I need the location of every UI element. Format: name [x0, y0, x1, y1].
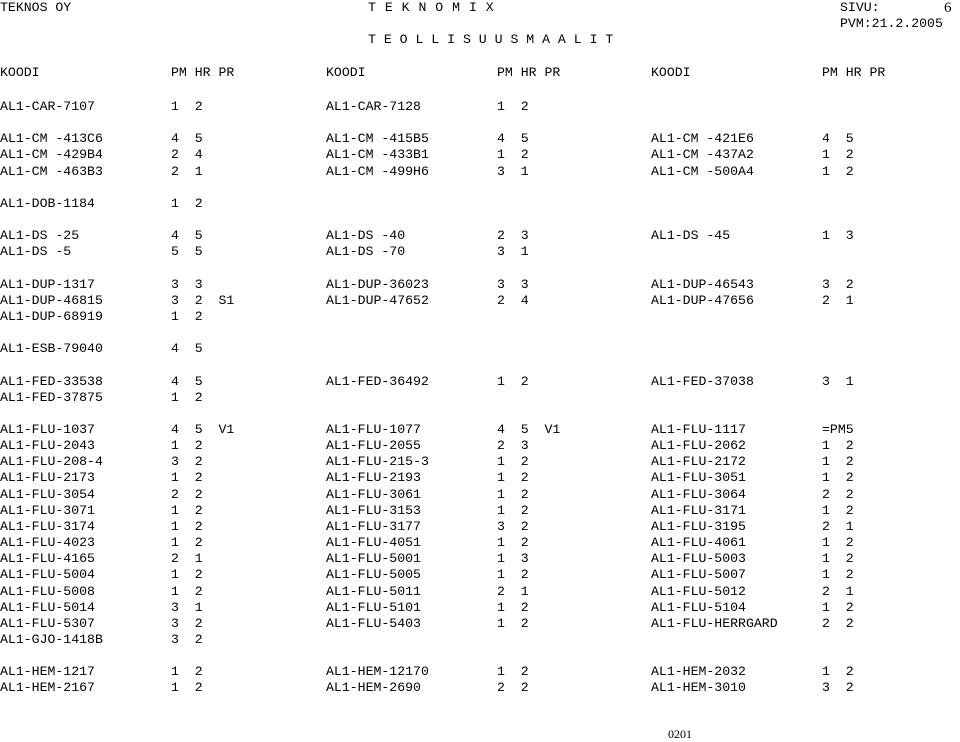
pm-hr-pr-cell: 2 1 — [822, 518, 854, 534]
pm-hr-pr-cell: 1 2 — [822, 454, 854, 470]
product-code-cell: AL1-HEM-2167 — [0, 680, 95, 696]
table-row — [0, 438, 960, 454]
table-row — [0, 551, 960, 567]
table-row — [0, 131, 960, 147]
table-row — [0, 680, 960, 696]
product-code-cell: AL1-FLU-5005 — [326, 567, 421, 583]
product-code-cell: AL1-FLU-3153 — [326, 502, 421, 518]
column-header-pm-hr-pr-1: PM HR PR — [171, 65, 235, 80]
pm-hr-pr-cell: 2 1 — [822, 292, 854, 308]
page-number: 6 — [944, 0, 952, 16]
pm-hr-pr-cell: 5 5 — [171, 244, 203, 260]
product-code-cell: AL1-GJO-1418B — [0, 631, 103, 647]
product-code-cell: AL1-FLU-HERRGARD — [651, 615, 778, 631]
table-row — [0, 164, 960, 180]
table-row — [0, 390, 960, 406]
pm-hr-pr-cell: 1 2 — [822, 567, 854, 583]
pm-hr-pr-cell: 2 3 — [497, 228, 529, 244]
product-code-cell: AL1-CM -421E6 — [651, 131, 754, 147]
product-code-cell: AL1-HEM-2032 — [651, 664, 746, 680]
pm-hr-pr-cell: 1 2 — [171, 567, 203, 583]
product-code-cell: AL1-FLU-208-4 — [0, 454, 103, 470]
product-code-cell: AL1-FLU-3064 — [651, 486, 746, 502]
product-code-cell: AL1-FLU-5012 — [651, 583, 746, 599]
pm-hr-pr-cell: 1 2 — [822, 470, 854, 486]
product-code-cell: AL1-FED-37875 — [0, 389, 103, 405]
product-code-cell: AL1-FLU-5003 — [651, 551, 746, 567]
product-code-cell: AL1-FLU-2062 — [651, 438, 746, 454]
pm-hr-pr-cell: 1 2 — [171, 680, 203, 696]
product-code-cell: AL1-DS -25 — [0, 228, 80, 244]
pm-hr-pr-cell: 1 2 — [171, 583, 203, 599]
product-code-cell: AL1-DOB-1184 — [0, 195, 95, 211]
product-code-cell: AL1-FLU-3174 — [0, 518, 95, 534]
pm-hr-pr-cell: 1 2 — [822, 163, 854, 179]
product-code-cell: AL1-FLU-3195 — [651, 518, 746, 534]
table-row — [0, 99, 960, 115]
pm-hr-pr-cell: 4 5 — [822, 131, 854, 147]
page-label: SIVU: — [840, 0, 880, 15]
product-code-cell: AL1-FLU-5004 — [0, 567, 95, 583]
pm-hr-pr-cell: 2 2 — [822, 615, 854, 631]
product-code-cell: AL1-CM -500A4 — [651, 163, 754, 179]
pm-hr-pr-cell: 4 5 V1 — [171, 422, 235, 437]
product-code-cell: AL1-FED-37038 — [651, 373, 754, 389]
product-code-cell: AL1-CAR-7128 — [326, 99, 421, 114]
product-code-cell: AL1-CM -429B4 — [0, 147, 103, 163]
product-code-cell: AL1-FLU-2043 — [0, 438, 95, 454]
table-row — [0, 309, 960, 325]
pm-hr-pr-cell: 2 4 — [171, 147, 203, 163]
product-code-cell: AL1-FLU-4051 — [326, 535, 421, 551]
pm-hr-pr-cell: 2 1 — [497, 583, 529, 599]
company-name: TEKNOS OY — [0, 0, 72, 15]
pm-hr-pr-cell: 3 2 S1 — [171, 292, 235, 308]
product-code-cell: AL1-FLU-3071 — [0, 502, 95, 518]
product-code-cell: AL1-FLU-5104 — [651, 599, 746, 615]
pm-hr-pr-cell: 1 2 — [171, 518, 203, 534]
table-row — [0, 584, 960, 600]
column-header-code-2: KOODI — [326, 65, 366, 80]
document-subtitle: T E O L L I S U U S M A A L I T — [368, 32, 614, 47]
pm-hr-pr-cell: 3 2 — [171, 615, 203, 631]
pm-hr-pr-cell: 2 3 — [497, 438, 529, 454]
pm-hr-pr-cell: 1 2 — [497, 373, 529, 389]
pm-hr-pr-cell: 3 1 — [171, 599, 203, 615]
table-row — [0, 487, 960, 503]
product-code-cell: AL1-FLU-2172 — [651, 454, 746, 470]
product-code-cell: AL1-CM -413C6 — [0, 131, 103, 147]
product-code-cell: AL1-FLU-5014 — [0, 599, 95, 615]
product-code-cell: AL1-FED-33538 — [0, 373, 103, 389]
pm-hr-pr-cell: 1 2 — [171, 664, 203, 680]
product-code-cell: AL1-HEM-2690 — [326, 680, 421, 696]
pm-hr-pr-cell: 1 2 — [497, 486, 529, 502]
pm-hr-pr-cell: 1 2 — [171, 308, 203, 324]
pm-hr-pr-cell: 1 2 — [497, 99, 529, 114]
product-code-cell: AL1-FLU-5307 — [0, 615, 95, 631]
pm-hr-pr-cell: 4 5 V1 — [497, 422, 561, 437]
column-header-code-3: KOODI — [651, 65, 691, 80]
pm-hr-pr-cell: 1 2 — [497, 567, 529, 583]
pm-hr-pr-cell: 1 2 — [497, 664, 529, 680]
footer-code: 0201 — [668, 727, 692, 741]
pm-hr-pr-cell: 1 2 — [171, 502, 203, 518]
pm-hr-pr-cell: 3 3 — [171, 276, 203, 292]
product-code-cell: AL1-DS -45 — [651, 228, 731, 244]
pm-hr-pr-cell: 3 1 — [497, 163, 529, 179]
product-code-cell: AL1-DUP-1317 — [0, 276, 95, 292]
table-row — [0, 503, 960, 519]
product-code-cell: AL1-FLU-3054 — [0, 486, 95, 502]
product-code-cell: AL1-FLU-4165 — [0, 551, 95, 567]
table-row — [0, 632, 960, 648]
table-row — [0, 341, 960, 357]
pm-hr-pr-cell: 1 3 — [497, 551, 529, 567]
product-code-cell: AL1-FLU-5011 — [326, 583, 421, 599]
pm-hr-pr-cell: 1 2 — [822, 551, 854, 567]
column-header-pm-hr-pr-2: PM HR PR — [497, 65, 561, 80]
pm-hr-pr-cell: 1 2 — [171, 470, 203, 486]
product-code-cell: AL1-FED-36492 — [326, 373, 429, 389]
pm-hr-pr-cell: 1 2 — [822, 502, 854, 518]
pm-hr-pr-cell: 3 2 — [497, 518, 529, 534]
product-code-cell: AL1-FLU-3051 — [651, 470, 746, 486]
product-code-cell: AL1-FLU-5101 — [326, 599, 421, 615]
pm-hr-pr-cell: 3 1 — [497, 244, 529, 260]
product-code-cell: AL1-DS -40 — [326, 228, 406, 244]
table-row — [0, 147, 960, 163]
product-code-cell: AL1-HEM-12170 — [326, 664, 429, 680]
product-code-cell: AL1-FLU-5007 — [651, 567, 746, 583]
product-code-cell: AL1-DUP-68919 — [0, 308, 103, 324]
print-date: PVM:21.2.2005 — [840, 16, 943, 31]
pm-hr-pr-cell: 1 2 — [497, 147, 529, 163]
table-row — [0, 293, 960, 309]
pm-hr-pr-cell: 1 2 — [171, 99, 203, 114]
product-code-cell: AL1-FLU-2193 — [326, 470, 421, 486]
product-code-cell: AL1-FLU-3061 — [326, 486, 421, 502]
product-code-cell: AL1-DUP-36023 — [326, 276, 429, 292]
pm-hr-pr-cell: 1 2 — [822, 535, 854, 551]
product-code-cell: AL1-DS -70 — [326, 244, 406, 260]
table-row — [0, 470, 960, 486]
pm-hr-pr-cell: 4 5 — [171, 228, 203, 244]
pm-hr-pr-cell: 3 3 — [497, 276, 529, 292]
pm-hr-pr-cell: 2 1 — [822, 583, 854, 599]
product-code-cell: AL1-CM -433B1 — [326, 147, 429, 163]
column-header-pm-hr-pr-3: PM HR PR — [822, 65, 886, 80]
pm-hr-pr-cell: 1 2 — [822, 147, 854, 163]
product-code-cell: AL1-HEM-1217 — [0, 664, 95, 680]
pm-hr-pr-cell: 1 2 — [497, 454, 529, 470]
pm-hr-pr-cell: 1 2 — [497, 535, 529, 551]
document-title: T E K N O M I X — [368, 0, 495, 15]
table-row — [0, 664, 960, 680]
product-code-cell: AL1-FLU-2173 — [0, 470, 95, 486]
product-code-cell: AL1-FLU-5403 — [326, 615, 421, 631]
product-code-cell: AL1-FLU-4023 — [0, 535, 95, 551]
pm-hr-pr-cell: 1 2 — [497, 599, 529, 615]
product-code-cell: AL1-FLU-1117 — [651, 422, 746, 437]
table-row — [0, 454, 960, 470]
pm-hr-pr-cell: 3 2 — [822, 276, 854, 292]
product-code-cell: AL1-DUP-47656 — [651, 292, 754, 308]
product-code-cell: AL1-CM -499H6 — [326, 163, 429, 179]
pm-hr-pr-cell: 4 5 — [171, 373, 203, 389]
product-code-cell: AL1-FLU-2055 — [326, 438, 421, 454]
pm-hr-pr-cell: 1 2 — [822, 599, 854, 615]
table-row — [0, 374, 960, 390]
product-code-cell: AL1-FLU-3171 — [651, 502, 746, 518]
pm-hr-pr-cell: 4 5 — [497, 131, 529, 147]
product-code-cell: AL1-FLU-5008 — [0, 583, 95, 599]
pm-hr-pr-cell: 3 2 — [171, 454, 203, 470]
pm-hr-pr-cell: 4 5 — [171, 131, 203, 147]
pm-hr-pr-cell: 2 2 — [497, 680, 529, 696]
pm-hr-pr-cell: 3 1 — [822, 373, 854, 389]
product-code-cell: AL1-FLU-3177 — [326, 518, 421, 534]
pm-hr-pr-cell: 3 2 — [822, 680, 854, 696]
table-row — [0, 600, 960, 616]
table-row — [0, 616, 960, 632]
pm-hr-pr-cell: 4 5 — [171, 341, 203, 357]
table-row — [0, 567, 960, 583]
pm-hr-pr-cell: 2 2 — [171, 486, 203, 502]
table-row — [0, 244, 960, 260]
product-code-cell: AL1-FLU-215-3 — [326, 454, 429, 470]
pm-hr-pr-cell: 1 2 — [171, 535, 203, 551]
pm-hr-pr-cell: 1 2 — [822, 438, 854, 454]
pm-hr-pr-cell: 1 2 — [497, 470, 529, 486]
product-code-cell: AL1-FLU-1037 — [0, 422, 95, 437]
product-code-cell: AL1-FLU-5001 — [326, 551, 421, 567]
product-code-cell: AL1-DUP-46815 — [0, 292, 103, 308]
pm-hr-pr-cell: 1 2 — [171, 438, 203, 454]
product-code-cell: AL1-CM -463B3 — [0, 163, 103, 179]
pm-hr-pr-cell: 1 2 — [497, 615, 529, 631]
pm-hr-pr-cell: 2 2 — [822, 486, 854, 502]
pm-hr-pr-cell: 3 2 — [171, 631, 203, 647]
pm-hr-pr-cell: =PM5 — [822, 422, 854, 437]
pm-hr-pr-cell: 1 2 — [822, 664, 854, 680]
product-code-cell: AL1-DUP-46543 — [651, 276, 754, 292]
pm-hr-pr-cell: 1 2 — [171, 195, 203, 211]
product-code-cell: AL1-CM -415B5 — [326, 131, 429, 147]
pm-hr-pr-cell: 1 2 — [497, 502, 529, 518]
column-header-code-1: KOODI — [0, 65, 40, 80]
table-row — [0, 277, 960, 293]
product-code-cell: AL1-ESB-79040 — [0, 341, 103, 357]
pm-hr-pr-cell: 2 1 — [171, 163, 203, 179]
product-code-cell: AL1-DUP-47652 — [326, 292, 429, 308]
table-row — [0, 535, 960, 551]
product-code-cell: AL1-CAR-7107 — [0, 99, 95, 114]
table-row — [0, 228, 960, 244]
product-code-cell: AL1-HEM-3010 — [651, 680, 746, 696]
pm-hr-pr-cell: 2 1 — [171, 551, 203, 567]
pm-hr-pr-cell: 1 3 — [822, 228, 854, 244]
table-row — [0, 196, 960, 212]
product-code-cell: AL1-FLU-1077 — [326, 422, 421, 437]
product-code-cell: AL1-FLU-4061 — [651, 535, 746, 551]
pm-hr-pr-cell: 2 4 — [497, 292, 529, 308]
table-row — [0, 422, 960, 438]
product-code-cell: AL1-DS -5 — [0, 244, 72, 260]
product-code-cell: AL1-CM -437A2 — [651, 147, 754, 163]
table-row — [0, 519, 960, 535]
pm-hr-pr-cell: 1 2 — [171, 389, 203, 405]
